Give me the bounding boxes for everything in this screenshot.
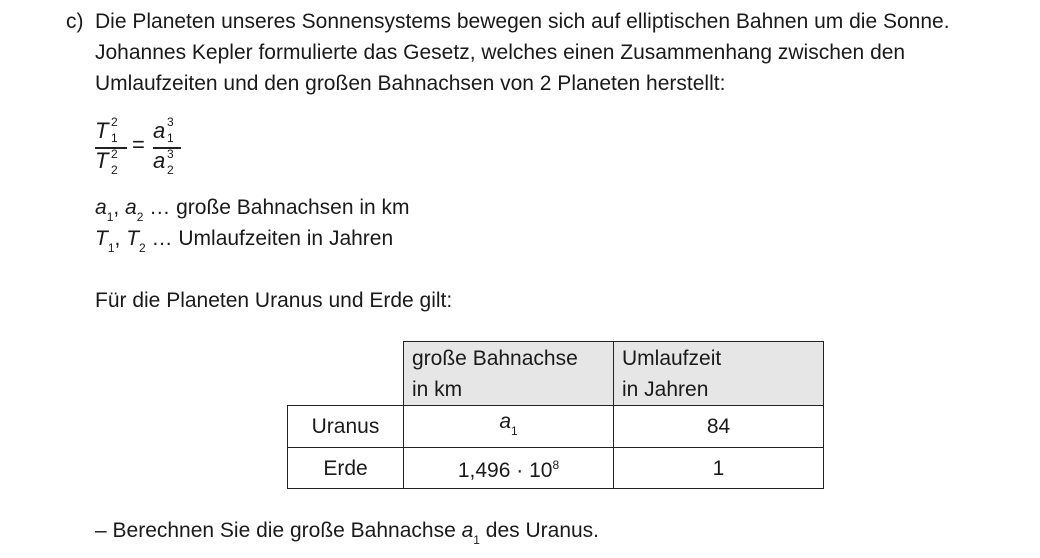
rhs-numerator: a <box>153 118 166 143</box>
table-header-row <box>288 342 824 406</box>
table-intro: Für die Planeten Uranus und Erde gilt: <box>95 289 453 312</box>
header-unit: in km <box>412 378 463 401</box>
header-text: große Bahnachse <box>412 347 578 370</box>
variable: a <box>461 519 474 542</box>
header-unit: in Jahren <box>622 378 709 401</box>
lhs-denominator: T <box>95 148 109 173</box>
axis-value <box>404 448 614 489</box>
planet-name: Erde <box>288 448 404 489</box>
separator: , <box>114 227 127 250</box>
exponent: 3 <box>167 115 174 129</box>
definition-text: … große Bahnachsen in km <box>143 196 410 219</box>
separator: , <box>113 196 126 219</box>
empty-corner-cell <box>288 342 404 406</box>
index: 1 <box>167 131 174 145</box>
exponent: 2 <box>111 115 118 129</box>
table-row <box>288 406 824 448</box>
index: 2 <box>167 163 174 177</box>
index: 2 <box>111 163 118 177</box>
header-orbital-period <box>614 342 824 406</box>
index: 1 <box>473 533 480 547</box>
variable: a <box>499 410 511 433</box>
definition-text: … Umlaufzeiten in Jahren <box>145 227 394 250</box>
intro-text <box>95 6 1025 99</box>
axis-value <box>404 406 614 448</box>
index: 1 <box>111 131 118 145</box>
variable: a <box>95 196 107 219</box>
exponent: 2 <box>111 147 118 161</box>
table-row <box>288 448 824 489</box>
exponent: 3 <box>167 147 174 161</box>
equals-sign: = <box>132 132 145 157</box>
index: 1 <box>511 424 518 438</box>
lhs-numerator: T <box>95 118 109 143</box>
variable-definitions <box>95 192 410 254</box>
planet-name: Uranus <box>288 406 404 448</box>
task-instruction <box>95 515 599 556</box>
rhs-denominator: a <box>153 148 166 173</box>
intro-line: Umlaufzeiten und den großen Bahnachsen von 2 Planeten herstellt: <box>95 72 726 95</box>
intro-line: Johannes Kepler formulierte das Gesetz, welches einen Zusammenhang zwischen den <box>95 41 906 64</box>
mantissa: 1,496 · 10 <box>457 459 553 482</box>
index: 1 <box>106 210 114 224</box>
header-text: Umlaufzeit <box>622 347 722 370</box>
variable: T <box>126 227 140 250</box>
task-text: des Uranus. <box>479 519 600 542</box>
part-label: c) <box>66 10 84 33</box>
definition-t <box>95 223 410 254</box>
index: 1 <box>107 241 115 255</box>
definition-a <box>95 192 410 223</box>
period-value: 1 <box>614 448 824 489</box>
task-text: – Berechnen Sie die große Bahnachse <box>95 519 462 542</box>
exponent: 8 <box>552 458 560 472</box>
index: 2 <box>136 210 144 224</box>
variable: T <box>95 227 108 250</box>
planet-table <box>287 341 824 489</box>
index: 2 <box>139 241 146 255</box>
variable: a <box>125 196 137 219</box>
intro-line: Die Planeten unseres Sonnensystems bewegen sich auf elliptischen Bahnen um die Sonne. <box>95 10 950 33</box>
header-semi-major-axis <box>404 342 614 406</box>
period-value: 84 <box>614 406 824 448</box>
